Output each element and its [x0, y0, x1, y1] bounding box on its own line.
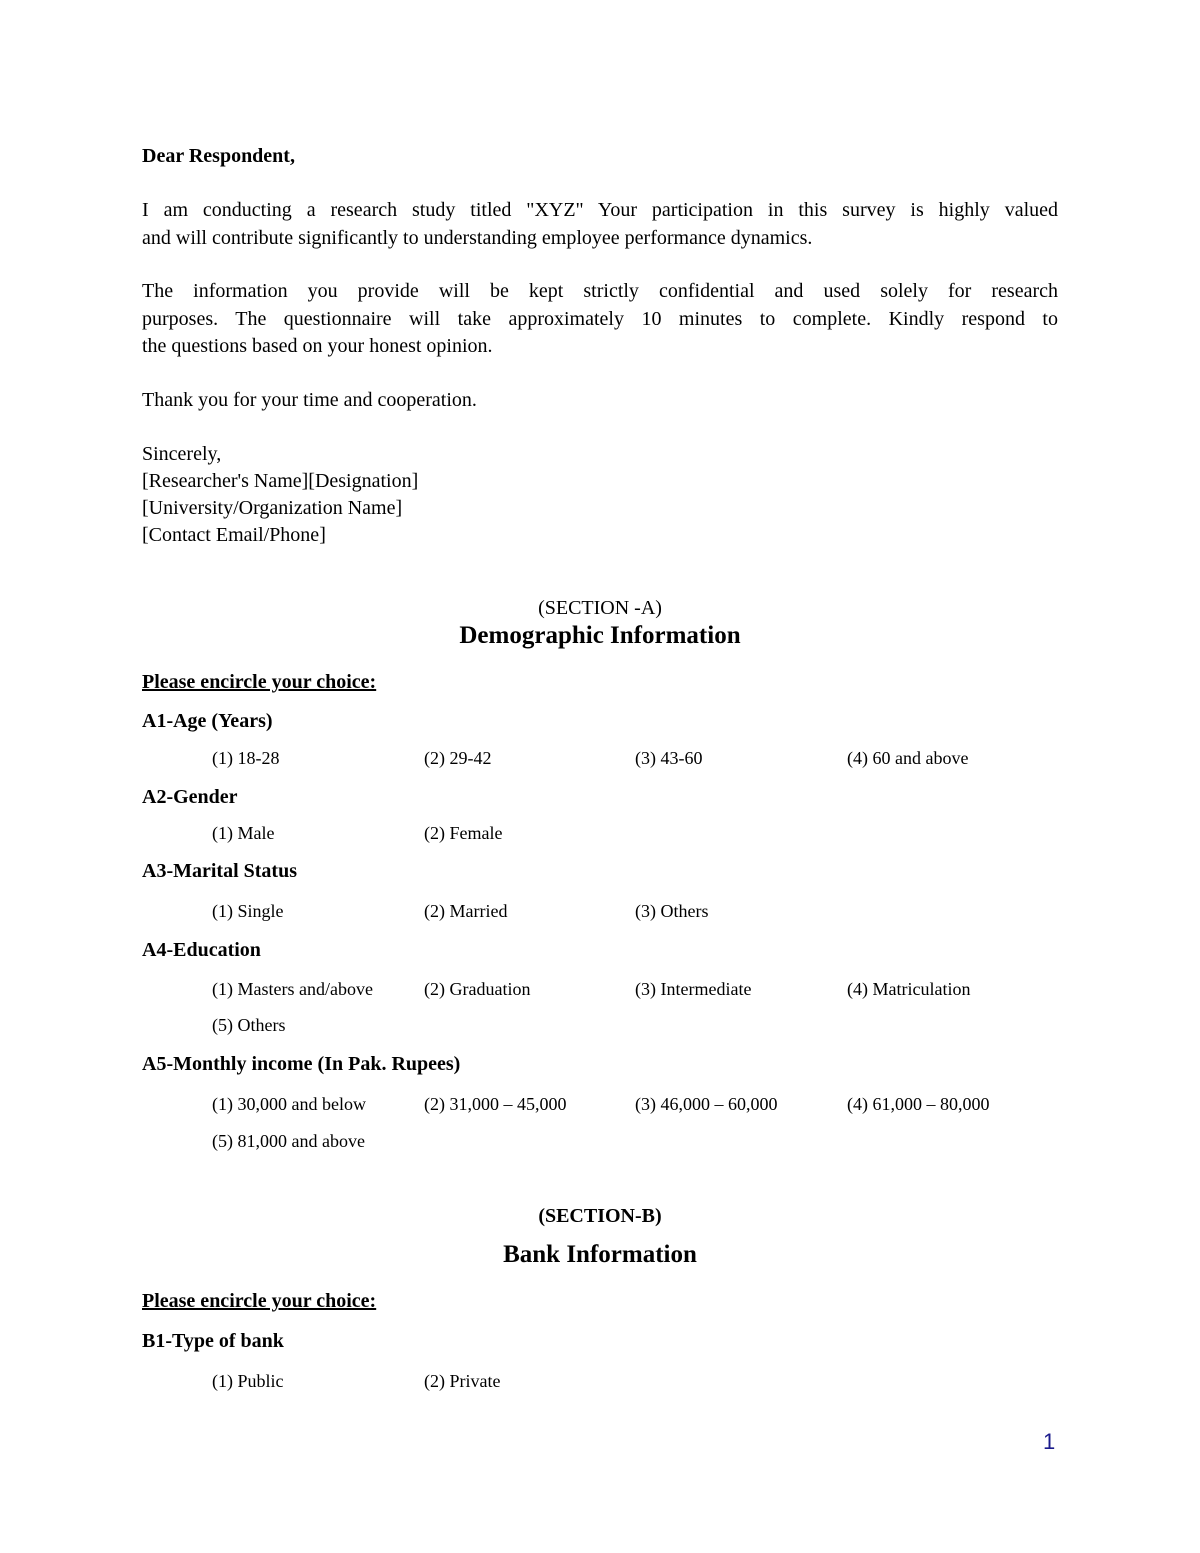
section-b-title: Bank Information — [503, 1241, 697, 1268]
thanks-line: Thank you for your time and cooperation. — [142, 389, 477, 411]
intro-line-1: I am conducting a research study titled "XYZ" Your participation in this survey is highly valued — [142, 199, 1058, 221]
question-a4: A4-Education — [142, 939, 261, 961]
signature-name: [Researcher's Name][Designation] — [142, 470, 419, 492]
a4-option-2[interactable]: (2) Graduation — [424, 979, 531, 999]
a3-option-1[interactable]: (1) Single — [212, 901, 284, 921]
a1-option-4[interactable]: (4) 60 and above — [847, 748, 969, 768]
a1-option-1[interactable]: (1) 18-28 — [212, 748, 280, 768]
a2-option-1[interactable]: (1) Male — [212, 823, 275, 843]
a4-option-1[interactable]: (1) Masters and/above — [212, 979, 373, 999]
salutation: Dear Respondent, — [142, 145, 295, 167]
question-a3: A3-Marital Status — [142, 860, 297, 882]
a5-option-2[interactable]: (2) 31,000 – 45,000 — [424, 1094, 567, 1114]
confidentiality-line-1: The information you provide will be kept strictly confidential and used solely for research — [142, 280, 1058, 302]
intro-line-2: and will contribute significantly to understanding employee performance dynamics. — [142, 226, 813, 249]
b1-option-2[interactable]: (2) Private — [424, 1371, 501, 1391]
a2-option-2[interactable]: (2) Female — [424, 823, 503, 843]
section-b-instruction: Please encircle your choice: — [142, 1290, 377, 1312]
a5-option-1[interactable]: (1) 30,000 and below — [212, 1094, 366, 1114]
question-b1: B1-Type of bank — [142, 1330, 284, 1352]
a3-option-3[interactable]: (3) Others — [635, 901, 709, 921]
section-a-title: Demographic Information — [459, 622, 741, 649]
section-a-instruction: Please encircle your choice: — [142, 671, 377, 693]
intro-paragraph — [142, 197, 1058, 252]
a5-option-5[interactable]: (5) 81,000 and above — [212, 1131, 365, 1151]
signature-organization: [University/Organization Name] — [142, 497, 403, 519]
question-a1: A1-Age (Years) — [142, 710, 273, 732]
section-b-label: (SECTION-B) — [538, 1205, 662, 1227]
confidentiality-line-3: the questions based on your honest opinion. — [142, 335, 493, 357]
confidentiality-paragraph — [142, 278, 1058, 361]
b1-option-1[interactable]: (1) Public — [212, 1371, 284, 1391]
a1-option-2[interactable]: (2) 29-42 — [424, 748, 492, 768]
a4-option-4[interactable]: (4) Matriculation — [847, 979, 971, 999]
closing: Sincerely, — [142, 443, 222, 465]
question-a2: A2-Gender — [142, 786, 238, 808]
a4-option-3[interactable]: (3) Intermediate — [635, 979, 752, 999]
a3-option-2[interactable]: (2) Married — [424, 901, 508, 921]
signature-contact: [Contact Email/Phone] — [142, 524, 326, 546]
a4-option-5[interactable]: (5) Others — [212, 1015, 286, 1035]
a5-option-3[interactable]: (3) 46,000 – 60,000 — [635, 1094, 778, 1114]
question-a5: A5-Monthly income (In Pak. Rupees) — [142, 1053, 461, 1075]
page-number: 1 — [1043, 1429, 1056, 1454]
confidentiality-line-2: purposes. The questionnaire will take approximately 10 minutes to complete. Kindly respond to — [142, 307, 1058, 330]
section-a-label: (SECTION -A) — [538, 597, 662, 619]
a1-option-3[interactable]: (3) 43-60 — [635, 748, 703, 768]
a5-option-4[interactable]: (4) 61,000 – 80,000 — [847, 1094, 990, 1114]
